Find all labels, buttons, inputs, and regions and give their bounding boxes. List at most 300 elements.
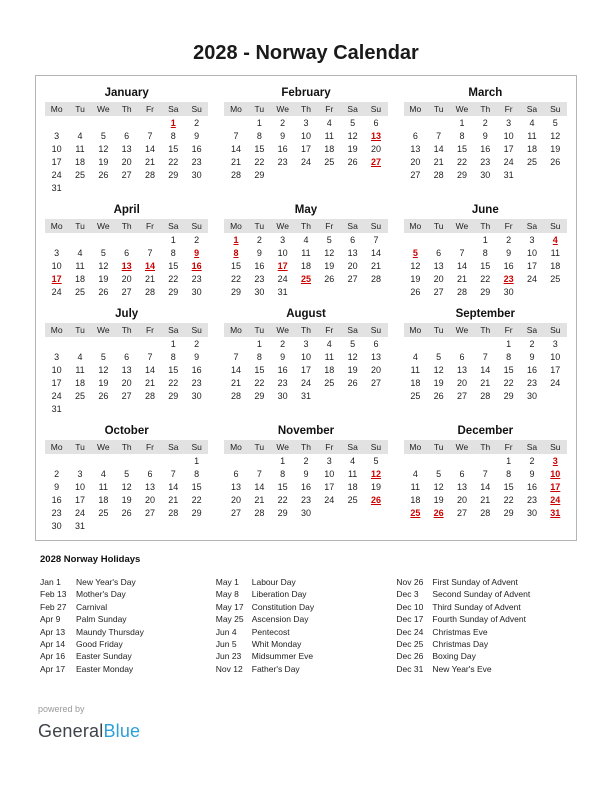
holiday-date: May 8 — [215, 589, 239, 600]
day-cell: 30 — [300, 507, 311, 518]
holiday-name: Boxing Day — [432, 651, 476, 662]
holiday-date: Jun 23 — [215, 651, 242, 662]
holiday-row — [396, 663, 577, 675]
week-row — [45, 233, 208, 246]
day-cell: 21 — [370, 260, 381, 271]
day-cell: 19 — [98, 377, 109, 388]
day-cell: 30 — [480, 169, 491, 180]
holiday-row — [396, 601, 577, 613]
day-cell: 23 — [191, 273, 202, 284]
day-cell: 24 — [74, 507, 85, 518]
holiday-date: Dec 26 — [396, 651, 424, 662]
day-cell: 14 — [254, 481, 265, 492]
day-cell: 24 — [324, 494, 335, 505]
week-row — [45, 519, 208, 532]
day-cell: 25 — [526, 156, 537, 167]
weekday-header-row — [45, 219, 208, 233]
month-title: January — [104, 87, 149, 99]
weekday-label: Sa — [162, 102, 185, 116]
day-cell: 23 — [526, 494, 537, 505]
week-row — [45, 389, 208, 402]
day-cell: 30 — [503, 286, 514, 297]
holiday-name: Carnival — [76, 601, 108, 612]
weekday-label: Tu — [68, 219, 91, 233]
day-cell: 6 — [124, 247, 130, 258]
day-cell: 21 — [144, 273, 155, 284]
day-cell: 19 — [410, 273, 421, 284]
holiday-row — [40, 601, 216, 613]
holiday-name: New Year's Day — [76, 577, 136, 587]
empty-day-cell — [450, 233, 473, 246]
day-cell: 20 — [121, 377, 132, 388]
day-cell: 15 — [254, 143, 265, 154]
week-row — [45, 259, 208, 272]
month-september — [404, 304, 567, 415]
empty-day-cell — [92, 402, 115, 415]
month-table — [404, 102, 567, 181]
day-cell: 27 — [370, 156, 381, 167]
day-cell: 23 — [51, 507, 62, 518]
holiday-row — [216, 601, 397, 613]
empty-day-cell — [224, 337, 247, 350]
day-cell: 2 — [303, 455, 309, 466]
weekday-label: Mo — [404, 102, 427, 116]
empty-day-cell — [138, 337, 161, 350]
day-cell: 14 — [370, 247, 381, 258]
weekday-label: Mo — [224, 219, 247, 233]
calendar-grid-box — [35, 75, 577, 541]
month-october — [45, 421, 208, 532]
holiday-row — [396, 626, 577, 638]
empty-day-cell — [115, 454, 138, 467]
day-cell: 15 — [277, 481, 288, 492]
day-cell: 30 — [51, 520, 62, 531]
empty-day-cell — [45, 233, 68, 246]
day-cell: 15 — [230, 260, 241, 271]
day-cell: 24 — [51, 390, 62, 401]
holiday-date: Dec 10 — [396, 601, 424, 612]
day-cell: 27 — [121, 169, 132, 180]
holiday-column-1 — [40, 576, 216, 675]
day-cell: 29 — [168, 169, 179, 180]
weekday-label: Th — [294, 440, 317, 454]
month-table — [224, 219, 387, 298]
brand-general-text: General — [38, 721, 104, 741]
day-cell: 2 — [529, 338, 535, 349]
empty-day-cell — [318, 285, 341, 298]
weekday-header-row — [224, 102, 387, 116]
day-cell: 21 — [480, 494, 491, 505]
day-cell: 27 — [121, 286, 132, 297]
holiday-name: Christmas Eve — [432, 626, 488, 637]
empty-day-cell — [544, 389, 567, 402]
week-row — [404, 389, 567, 402]
week-row — [404, 155, 567, 168]
weekday-label: Fr — [318, 440, 341, 454]
empty-day-cell — [162, 454, 185, 467]
day-cell: 10 — [74, 481, 85, 492]
holiday-date: Feb 27 — [40, 601, 67, 612]
day-cell: 2 — [280, 338, 286, 349]
day-cell: 14 — [144, 260, 155, 271]
day-cell: 11 — [550, 247, 560, 258]
day-cell: 6 — [373, 117, 379, 128]
day-cell: 12 — [121, 481, 132, 492]
weekday-header-row — [404, 323, 567, 337]
day-cell: 4 — [77, 130, 83, 141]
empty-day-cell — [115, 116, 138, 129]
day-cell: 17 — [324, 481, 335, 492]
day-cell: 18 — [300, 260, 311, 271]
weekday-label: Fr — [138, 102, 161, 116]
weekday-label: Mo — [224, 323, 247, 337]
day-cell: 3 — [506, 117, 512, 128]
day-cell: 11 — [527, 130, 537, 141]
day-cell: 8 — [233, 247, 239, 258]
day-cell: 13 — [370, 351, 381, 362]
day-cell: 5 — [436, 468, 442, 479]
holiday-name: Whit Monday — [251, 639, 302, 650]
day-cell: 8 — [170, 351, 176, 362]
holiday-date: Apr 17 — [40, 663, 66, 674]
day-cell: 27 — [121, 390, 132, 401]
empty-day-cell — [341, 506, 364, 519]
week-row — [45, 142, 208, 155]
empty-day-cell — [404, 454, 427, 467]
week-row — [404, 350, 567, 363]
day-cell: 13 — [410, 143, 421, 154]
day-cell: 29 — [254, 390, 265, 401]
day-cell: 5 — [350, 338, 356, 349]
day-cell: 6 — [124, 351, 130, 362]
month-november — [224, 421, 387, 532]
day-cell: 3 — [54, 247, 60, 258]
day-cell: 26 — [347, 156, 358, 167]
empty-day-cell — [68, 181, 91, 194]
weekday-label: Sa — [162, 219, 185, 233]
day-cell: 29 — [277, 507, 288, 518]
month-title: May — [294, 204, 318, 216]
day-cell: 25 — [324, 377, 335, 388]
holiday-name: Midsummer Eve — [251, 651, 314, 662]
day-cell: 28 — [370, 273, 381, 284]
holiday-row — [216, 626, 397, 638]
day-cell: 15 — [503, 364, 514, 375]
holiday-column-3 — [396, 576, 577, 675]
day-cell: 31 — [51, 182, 62, 193]
day-cell: 16 — [480, 143, 491, 154]
day-cell: 10 — [550, 351, 561, 362]
weekday-label: Th — [115, 219, 138, 233]
day-cell: 3 — [552, 338, 558, 349]
holiday-name: Second Sunday of Advent — [432, 589, 531, 600]
day-cell: 12 — [433, 481, 444, 492]
weekday-label: Su — [185, 440, 208, 454]
week-row — [45, 168, 208, 181]
day-cell: 1 — [256, 117, 262, 128]
day-cell: 26 — [347, 377, 358, 388]
day-cell: 12 — [347, 351, 358, 362]
week-row — [404, 259, 567, 272]
weekday-label: Mo — [45, 102, 68, 116]
day-cell: 8 — [280, 468, 286, 479]
day-cell: 28 — [480, 390, 491, 401]
month-april — [45, 200, 208, 298]
week-row — [224, 155, 387, 168]
day-cell: 4 — [412, 468, 418, 479]
day-cell: 10 — [51, 143, 62, 154]
holiday-columns — [40, 576, 577, 675]
weekday-label: We — [271, 440, 294, 454]
day-cell: 4 — [529, 117, 535, 128]
weekday-header-row — [45, 440, 208, 454]
weekday-header-row — [404, 102, 567, 116]
holiday-date: Dec 25 — [396, 639, 424, 650]
day-cell: 9 — [529, 351, 535, 362]
weekday-label: Mo — [404, 440, 427, 454]
empty-day-cell — [450, 337, 473, 350]
day-cell: 12 — [98, 364, 109, 375]
day-cell: 20 — [230, 494, 241, 505]
weekday-header-row — [404, 219, 567, 233]
weekday-label: Th — [115, 323, 138, 337]
day-cell: 20 — [144, 494, 155, 505]
holiday-row — [40, 650, 216, 662]
weekday-label: Th — [294, 102, 317, 116]
holiday-name: Liberation Day — [251, 589, 307, 600]
day-cell: 19 — [433, 494, 444, 505]
day-cell: 24 — [51, 169, 62, 180]
day-cell: 1 — [233, 234, 239, 245]
empty-day-cell — [115, 519, 138, 532]
holiday-date: Jan 1 — [40, 577, 61, 587]
weekday-label: Su — [544, 440, 567, 454]
holiday-name: Maundy Thursday — [76, 626, 144, 637]
week-row — [45, 337, 208, 350]
brand-blue-text: Blue — [103, 721, 141, 741]
day-cell: 19 — [370, 481, 381, 492]
day-cell: 18 — [74, 273, 85, 284]
day-cell: 11 — [410, 364, 420, 375]
empty-day-cell — [224, 116, 247, 129]
month-table — [45, 440, 208, 532]
day-cell: 22 — [503, 377, 514, 388]
month-table — [224, 323, 387, 402]
day-cell: 1 — [482, 234, 488, 245]
week-row — [404, 363, 567, 376]
day-cell: 2 — [256, 234, 262, 245]
day-cell: 23 — [277, 377, 288, 388]
weekday-label: Mo — [45, 323, 68, 337]
day-cell: 21 — [456, 273, 467, 284]
day-cell: 1 — [256, 338, 262, 349]
day-cell: 29 — [254, 169, 265, 180]
week-row — [45, 181, 208, 194]
day-cell: 15 — [168, 260, 179, 271]
week-row — [45, 272, 208, 285]
weekday-label: Sa — [162, 440, 185, 454]
day-cell: 16 — [277, 143, 288, 154]
weekday-label: Su — [364, 219, 387, 233]
day-cell: 4 — [77, 351, 83, 362]
day-cell: 30 — [191, 390, 202, 401]
day-cell: 2 — [506, 234, 512, 245]
month-title: November — [277, 425, 335, 437]
empty-day-cell — [294, 285, 317, 298]
day-cell: 24 — [300, 377, 311, 388]
day-cell: 4 — [100, 468, 106, 479]
day-cell: 5 — [436, 351, 442, 362]
empty-day-cell — [115, 233, 138, 246]
day-cell: 10 — [503, 130, 514, 141]
day-cell: 23 — [191, 377, 202, 388]
day-cell: 20 — [456, 494, 467, 505]
day-cell: 18 — [347, 481, 358, 492]
day-cell: 28 — [144, 390, 155, 401]
empty-day-cell — [138, 181, 161, 194]
empty-day-cell — [68, 337, 91, 350]
week-row — [45, 376, 208, 389]
weekday-label: Th — [474, 440, 497, 454]
month-table — [404, 219, 567, 298]
weekday-label: Su — [185, 323, 208, 337]
day-cell: 24 — [300, 156, 311, 167]
holiday-name: First Sunday of Advent — [432, 577, 518, 587]
weekday-label: We — [450, 102, 473, 116]
month-table — [224, 102, 387, 181]
day-cell: 10 — [51, 364, 62, 375]
week-row — [404, 233, 567, 246]
holiday-name: New Year's Eve — [432, 663, 492, 674]
day-cell: 9 — [280, 130, 286, 141]
holiday-date: Feb 13 — [40, 589, 67, 600]
week-row — [224, 350, 387, 363]
holiday-name: Christmas Day — [432, 639, 489, 650]
month-table — [224, 440, 387, 519]
day-cell: 29 — [191, 507, 202, 518]
empty-day-cell — [92, 233, 115, 246]
day-cell: 26 — [324, 273, 335, 284]
weekday-label: We — [450, 440, 473, 454]
holiday-date: Apr 9 — [40, 614, 61, 625]
holiday-row — [396, 650, 577, 662]
weekday-label: Su — [544, 219, 567, 233]
day-cell: 13 — [456, 364, 467, 375]
day-cell: 30 — [277, 390, 288, 401]
day-cell: 4 — [326, 117, 332, 128]
week-row — [404, 467, 567, 480]
day-cell: 30 — [254, 286, 265, 297]
holiday-date: May 25 — [215, 614, 244, 625]
day-cell: 27 — [456, 507, 467, 518]
weekday-label: Su — [185, 219, 208, 233]
day-cell: 13 — [347, 247, 358, 258]
weekday-label: Su — [544, 102, 567, 116]
weekday-label: We — [450, 323, 473, 337]
day-cell: 26 — [433, 390, 444, 401]
day-cell: 7 — [482, 351, 488, 362]
day-cell: 15 — [191, 481, 202, 492]
day-cell: 20 — [370, 143, 381, 154]
month-june — [404, 200, 567, 298]
month-table — [45, 323, 208, 415]
day-cell: 8 — [194, 468, 200, 479]
day-cell: 20 — [347, 260, 358, 271]
day-cell: 27 — [456, 390, 467, 401]
generalblue-logo — [38, 721, 140, 742]
day-cell: 18 — [74, 377, 85, 388]
holiday-row — [396, 576, 577, 588]
day-cell: 8 — [170, 247, 176, 258]
day-cell: 20 — [121, 273, 132, 284]
holidays-title: 2028 Norway Holidays — [40, 554, 141, 565]
day-cell: 3 — [303, 117, 309, 128]
week-row — [45, 350, 208, 363]
week-row — [404, 493, 567, 506]
week-row — [224, 506, 387, 519]
day-cell: 30 — [191, 286, 202, 297]
empty-day-cell — [162, 402, 185, 415]
day-cell: 7 — [256, 468, 262, 479]
day-cell: 4 — [412, 351, 418, 362]
month-march — [404, 83, 567, 194]
month-february — [224, 83, 387, 194]
week-row — [45, 246, 208, 259]
week-row — [224, 259, 387, 272]
day-cell: 20 — [433, 273, 444, 284]
day-cell: 1 — [506, 338, 512, 349]
day-cell: 26 — [98, 390, 109, 401]
week-row — [45, 129, 208, 142]
week-row — [224, 142, 387, 155]
day-cell: 29 — [230, 286, 241, 297]
day-cell: 7 — [459, 247, 465, 258]
week-row — [45, 155, 208, 168]
empty-day-cell — [115, 337, 138, 350]
day-cell: 1 — [459, 117, 465, 128]
day-cell: 20 — [121, 156, 132, 167]
weekday-header-row — [45, 323, 208, 337]
holiday-row — [40, 663, 216, 675]
weekday-label: Fr — [138, 219, 161, 233]
weekday-label: Th — [115, 102, 138, 116]
empty-day-cell — [271, 168, 294, 181]
day-cell: 12 — [370, 468, 381, 479]
weekday-label: Mo — [45, 219, 68, 233]
weekday-label: Fr — [497, 219, 520, 233]
day-cell: 9 — [506, 247, 512, 258]
holiday-row — [216, 650, 397, 662]
day-cell: 23 — [300, 494, 311, 505]
month-august — [224, 304, 387, 415]
empty-day-cell — [404, 233, 427, 246]
holiday-name: Fourth Sunday of Advent — [432, 614, 526, 625]
day-cell: 8 — [170, 130, 176, 141]
empty-day-cell — [427, 116, 450, 129]
day-cell: 11 — [324, 130, 334, 141]
weekday-header-row — [224, 323, 387, 337]
week-row — [224, 480, 387, 493]
day-cell: 25 — [98, 507, 109, 518]
day-cell: 20 — [370, 364, 381, 375]
day-cell: 16 — [191, 260, 202, 271]
empty-day-cell — [474, 337, 497, 350]
day-cell: 10 — [300, 351, 311, 362]
day-cell: 5 — [412, 247, 418, 258]
day-cell: 1 — [170, 234, 176, 245]
day-cell: 7 — [233, 351, 239, 362]
empty-day-cell — [138, 454, 161, 467]
